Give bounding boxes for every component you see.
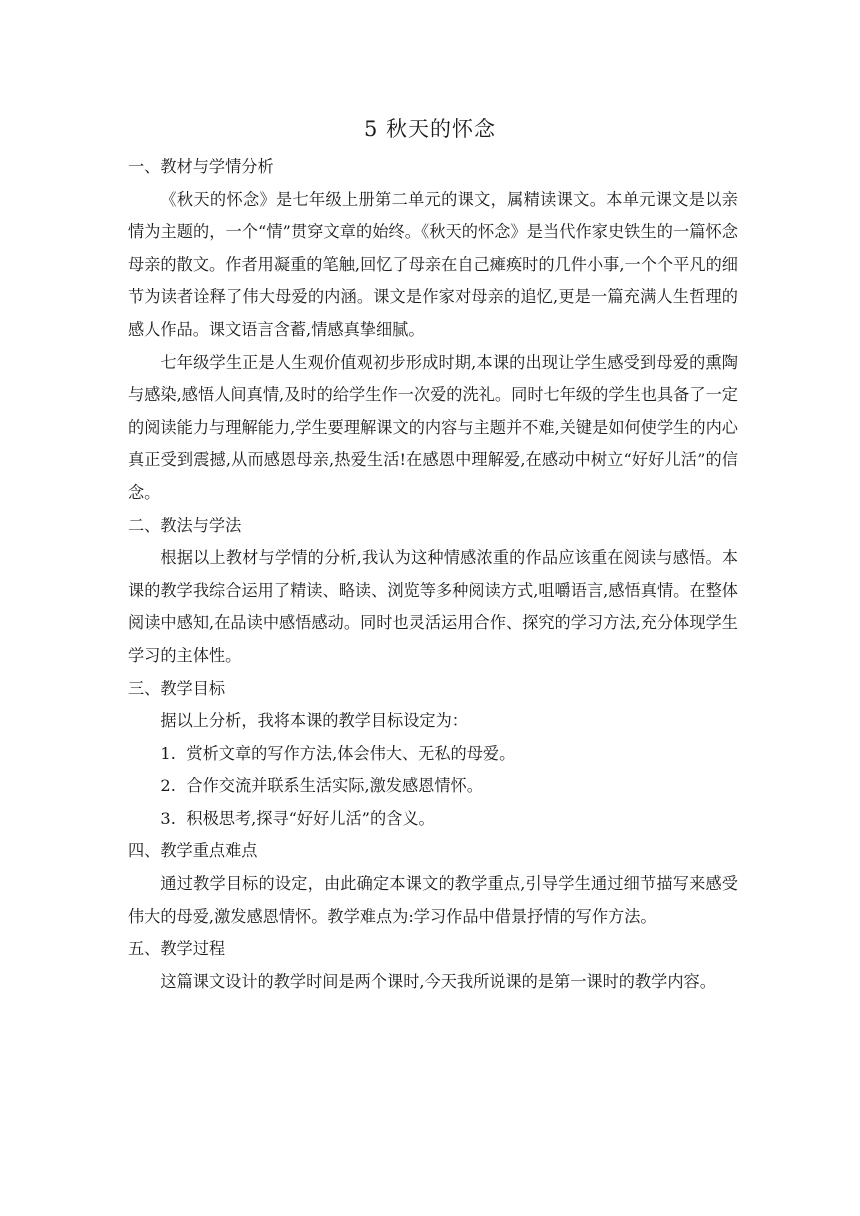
key-points-paragraph: 通过教学目标的设定，由此确定本课文的教学重点,引导学生通过细节描写来感受伟大的母爱,激发感恩情怀。教学难点为:学习作品中借景抒情的写作方法。: [128, 874, 738, 926]
objective-item: [128, 803, 738, 836]
section-heading-methods: 二、教法与学法: [128, 515, 242, 535]
objective-text: 积极思考,探寻“好好儿活”的含义。: [186, 808, 435, 828]
analysis-paragraph-2: 七年级学生正是人生观价值观初步形成时期,本课的出现让学生感受到母爱的熏陶与感染,感悟人间真情,及时的给学生作一次爱的洗礼。同时七年级的学生也具备了一定的阅读能力与理解能力,学生要理解课文的内容与主题并不难,关键是如何使学生的内心真正受到震撼,从而感恩母亲,热爱生活!在感恩中理解爱,在感动中树立“好好儿活”的信念。: [128, 352, 738, 502]
process-paragraph: 这篇课文设计的教学时间是两个课时,今天我所说课的是第一课时的教学内容。: [160, 971, 716, 991]
objective-text: 合作交流并联系生活实际,激发感恩情怀。: [186, 776, 483, 796]
document-body: [128, 151, 738, 998]
objective-number: 1.: [160, 743, 176, 763]
section-heading-objectives: 三、教学目标: [128, 678, 226, 698]
objective-number: 3.: [160, 808, 176, 828]
section-heading-key-points: 四、教学重点难点: [128, 841, 258, 861]
section-heading-analysis: 一、教材与学情分析: [128, 157, 274, 176]
page-title: 5 秋天的怀念: [363, 117, 497, 141]
objective-item: [128, 770, 738, 803]
objective-item: [128, 738, 738, 771]
analysis-paragraph-1: 《秋天的怀念》是七年级上册第二单元的课文，属精读课文。本单元课文是以亲情为主题的，一个“情”贯穿文章的始终。《秋天的怀念》是当代作家史铁生的一篇怀念母亲的散文。作者用凝重的笔触,回忆了母亲在自己瘫痪时的几件小事,一个个平凡的细节为读者诠释了伟大母爱的内涵。课文是作家对母亲的追忆,更是一篇充满人生哲理的感人作品。课文语言含蓄,情感真挚细腻。: [128, 189, 738, 339]
section-heading-process: 五、教学过程: [128, 939, 226, 959]
objectives-intro: 据以上分析，我将本课的教学目标设定为：: [160, 711, 468, 731]
methods-paragraph: 根据以上教材与学情的分析,我认为这种情感浓重的作品应该重在阅读与感悟。本课的教学我综合运用了精读、略读、浏览等多种阅读方式,咀嚼语言,感悟真情。在整体阅读中感知,在品读中感悟感动。同时也灵活运用合作、探究的学习方法,充分体现学生学习的主体性。: [128, 548, 738, 665]
objective-text: 赏析文章的写作方法,体会伟大、无私的母爱。: [186, 743, 516, 763]
objective-number: 2.: [160, 776, 176, 796]
